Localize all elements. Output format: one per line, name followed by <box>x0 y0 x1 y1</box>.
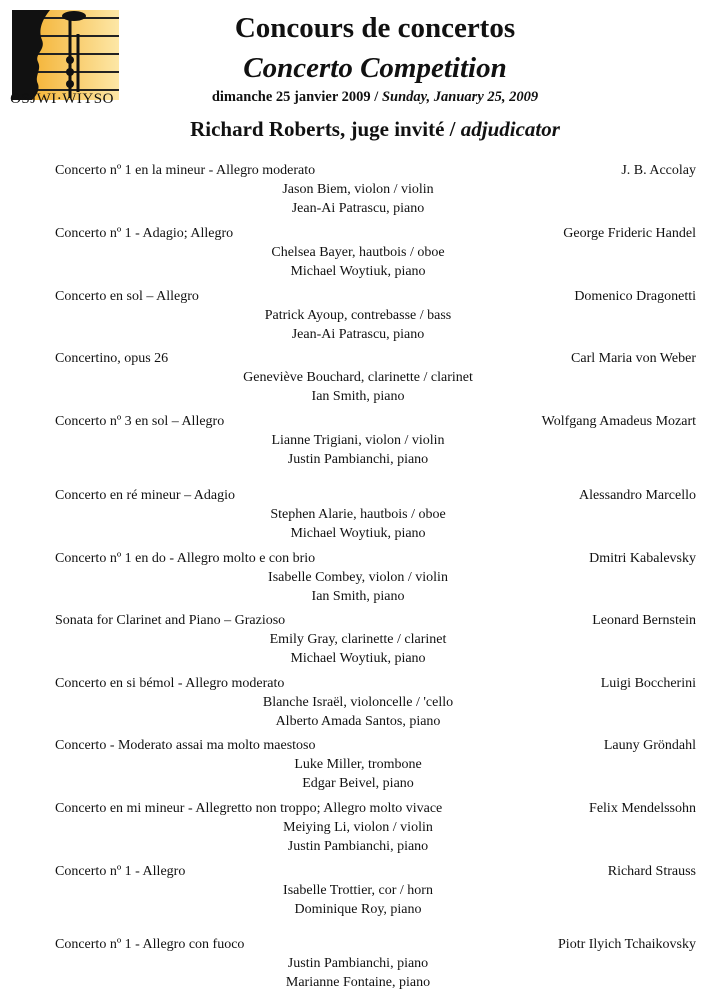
composer: Launy Gröndahl <box>603 738 696 753</box>
performer: Chelsea Bayer, hautbois / oboe <box>271 245 445 260</box>
performer: Justin Pambianchi, piano <box>287 956 429 971</box>
composer: Luigi Boccherini <box>600 676 696 691</box>
pianist: Edgar Beivel, piano <box>302 776 414 791</box>
performer: Luke Miller, trombone <box>294 757 422 772</box>
composer: Domenico Dragonetti <box>574 289 696 304</box>
title-french: Concours de concertos <box>234 12 516 44</box>
performer: Geneviève Bouchard, clarinette / clarinet <box>243 370 473 385</box>
program-entry <box>0 226 716 288</box>
judge-role-french: juge invité / <box>345 117 461 141</box>
performer: Isabelle Combey, violon / violin <box>268 570 448 585</box>
date-french: dimanche 25 janvier 2009 / <box>211 89 382 105</box>
work-title: Concerto - Moderato assai ma molto maestoso <box>55 738 316 753</box>
program-entry <box>0 738 716 800</box>
work-title: Concerto nº 1 en la mineur - Allegro moderato <box>55 163 316 178</box>
program-entry <box>0 937 716 999</box>
pianist: Justin Pambianchi, piano <box>287 839 429 854</box>
composer: Carl Maria von Weber <box>571 351 696 366</box>
orchestra-logo <box>12 10 119 100</box>
date-english: Sunday, January 25, 2009 <box>381 89 539 105</box>
pianist: Jean-Ai Patrascu, piano <box>291 201 425 216</box>
composer: Alessandro Marcello <box>578 488 696 503</box>
composer: Piotr Ilyich Tchaikovsky <box>558 937 696 952</box>
program-entry <box>0 864 716 926</box>
work-title: Concerto nº 1 - Allegro con fuoco <box>55 937 245 952</box>
judge-role-english: adjudicator <box>460 117 560 141</box>
program-entry <box>0 414 716 476</box>
performer: Isabelle Trottier, cor / horn <box>283 883 433 898</box>
program-entry <box>0 801 716 863</box>
work-title: Concerto nº 3 en sol – Allegro <box>55 414 225 429</box>
pianist: Ian Smith, piano <box>311 589 405 604</box>
program-entry <box>0 676 716 738</box>
work-title: Sonata for Clarinet and Piano – Grazioso <box>55 613 286 628</box>
work-title: Concerto en si bémol - Allegro moderato <box>55 676 285 691</box>
pianist: Justin Pambianchi, piano <box>287 452 429 467</box>
composer: Felix Mendelssohn <box>589 801 696 816</box>
performer: Meiying Li, violon / violin <box>283 820 433 835</box>
work-title: Concerto nº 1 - Adagio; Allegro <box>55 226 234 241</box>
performer: Stephen Alarie, hautbois / oboe <box>270 507 446 522</box>
event-date <box>160 89 590 106</box>
pianist: Michael Woytiuk, piano <box>290 651 426 666</box>
pianist: Alberto Amada Santos, piano <box>275 714 441 729</box>
performer: Patrick Ayoup, contrebasse / bass <box>264 308 452 323</box>
program-entry <box>0 351 716 413</box>
pianist: Jean-Ai Patrascu, piano <box>291 327 425 342</box>
composer: J. B. Accolay <box>621 163 696 178</box>
work-title: Concertino, opus 26 <box>55 351 169 366</box>
pianist: Michael Woytiuk, piano <box>290 526 426 541</box>
pianist: Michael Woytiuk, piano <box>290 264 426 279</box>
composer: Leonard Bernstein <box>592 613 696 628</box>
title-english: Concerto Competition <box>243 52 507 84</box>
performer: Emily Gray, clarinette / clarinet <box>269 632 447 647</box>
program-entry <box>0 613 716 675</box>
composer: Dmitri Kabalevsky <box>589 551 696 566</box>
program-entry <box>0 163 716 225</box>
work-title: Concerto nº 1 en do - Allegro molto e con brio <box>55 551 316 566</box>
performer: Lianne Trigiani, violon / violin <box>271 433 445 448</box>
judge-name: Richard Roberts, <box>190 117 346 141</box>
work-title: Concerto nº 1 - Allegro <box>55 864 186 879</box>
program-entry <box>0 289 716 351</box>
pianist: Marianne Fontaine, piano <box>285 975 431 990</box>
work-title: Concerto en mi mineur - Allegretto non troppo; Allegro molto vivace <box>55 801 443 816</box>
program-entry <box>0 488 716 550</box>
composer: George Frideric Handel <box>563 226 696 241</box>
work-title: Concerto en ré mineur – Adagio <box>55 488 236 503</box>
logo-text: OSJWI·WIYSO <box>10 91 114 107</box>
program-entry <box>0 551 716 613</box>
composer: Richard Strauss <box>607 864 696 879</box>
adjudicator-line <box>140 117 610 142</box>
work-title: Concerto en sol – Allegro <box>55 289 199 304</box>
composer: Wolfgang Amadeus Mozart <box>541 414 696 429</box>
pianist: Ian Smith, piano <box>311 389 405 404</box>
pianist: Dominique Roy, piano <box>294 902 422 917</box>
performer: Jason Biem, violon / violin <box>282 182 434 197</box>
performer: Blanche Israël, violoncelle / 'cello <box>262 695 454 710</box>
